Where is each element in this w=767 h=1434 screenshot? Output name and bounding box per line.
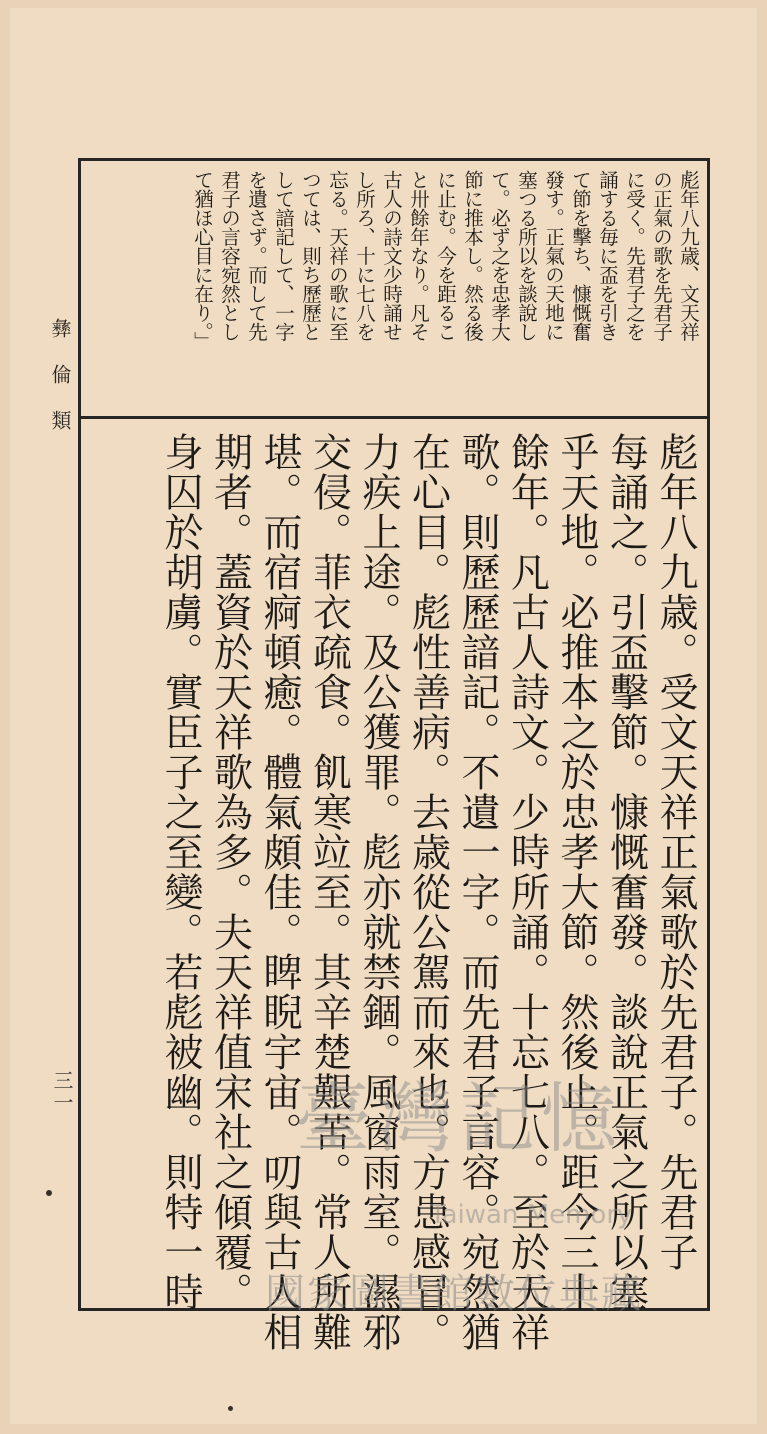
annotation-text: 彪年八九歳、文天祥 の正氣の歌を先君子 に受く。先君子之を 誦する毎に盃を引き て節を擊ち、慷慨奮 發す。正氣の天地に 塞つる所以を談說し て。必ず之を忠孝大 節に推本し。然る後 に止む。今を距るこ と卅餘年なり。凡そ 古人の詩文少時誦せ し所ろ、十に七八を 忘る。天祥の歌に至 つては、則ち歷歷と して諳記して、一字 を遺さず。而して先 君子の言容宛然とし て猶ほ心目に在り。」 <box>191 170 700 351</box>
running-title: 彝倫類 <box>48 318 72 456</box>
watermark-logo: 臺灣記憶 <box>295 1074 623 1163</box>
page-number: 三一 <box>50 1070 74 1114</box>
watermark-latin-text: Taiwan Memory <box>430 1200 633 1230</box>
ink-spot <box>46 1190 52 1196</box>
frame-divider <box>78 416 710 419</box>
watermark-institution: 國家圖書館數位典藏 <box>265 1271 643 1317</box>
ink-spot <box>228 1406 233 1411</box>
main-kanbun-text: 彪年八九歳。受文天祥正氣歌於先君子。先君子 每誦之。引盃擊節。慷慨奮發。談說正氣之所以塞 乎天地。必推本之於忠孝大節。然後止。距今三十 餘年。凡古人詩文。少時所誦。十忘七八。至於天祥 歌。則歷歷諳記。不遺一字。而先君子言容。宛然猶 在心目。彪性善病。去歳從公駕而來也。方患感冒。 力疾上途。及公獲罪。彪亦就禁錮。風窗雨室。濕邪 交侵。菲衣疏食。飢寒竝至。其辛楚艱苦。常人所難 堪。而宿痾頓癒。體氣頗佳。睥睨宇宙。叨與古人相 期者。蓋資於天祥歌為多。夫天祥值宋社之傾覆。 身囚於胡虜。實臣子之至變。若彪被幽。則特一時 <box>158 432 698 1352</box>
